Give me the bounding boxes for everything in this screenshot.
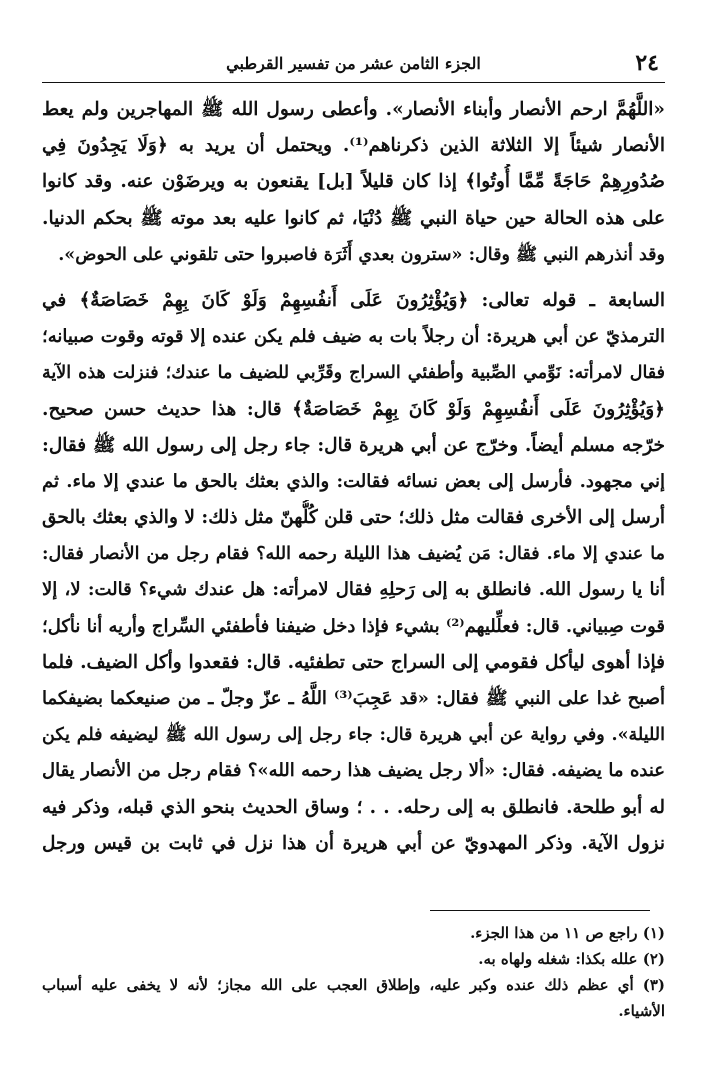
text-line: نزول الآية. وذكر المهدويّ عن أبي هريرة أن هذا نزل في ثابت بن قيس ورجل [42,832,665,854]
text-line: ﴿وَيُؤْثِرُونَ عَلَى أَنفُسِهِمْ وَلَوْ كَانَ بِهِمْ خَصَاصَةٌ﴾ قال: هذا حديث حسن صحيح. [42,398,665,420]
text-line: أصبح غدا على النبي ﷺ فقال: «قد عَجِبَ⁽³⁾ اللَّهُ ـ عزّ وجلّ ـ من صنيعكما بضيفكما [42,688,665,709]
text-line: «اللَّهُمَّ ارحم الأنصار وأبناء الأنصار». وأعطى رسول الله ﷺ المهاجرين ولم يعط [42,99,665,120]
running-title: الجزء الثامن عشر من تفسير القرطبي [226,54,481,73]
main-text [42,92,665,862]
paragraph-2 [42,283,665,862]
text-line: إني مجهود. فأرسل إلى بعض نسائه فقالت: والذي بعثك بالحق ما عندي إلا ماء. ثم [42,470,665,492]
footnote-1: (١) راجع ص ١١ من هذا الجزء. [470,924,665,942]
page-header [42,48,665,83]
text-line: وقد أنذرهم النبي ﷺ وقال: «سترون بعدي أَثَرَة فاصبروا حتى تلقوني على الحوض». [58,244,665,265]
text-line: قوت صِبياني. قال: فعلِّليهم⁽²⁾ بشيء فإذا دخل ضيفنا فأطفئي السِّراج وأريه أنا نأكل؛ [42,615,665,637]
footnotes [42,920,665,1024]
text-line: السابعة ـ قوله تعالى: ﴿وَيُؤْثِرُونَ عَلَى أَنفُسِهِمْ وَلَوْ كَانَ بِهِمْ خَصَاصَةٌ﴾ في [42,289,665,311]
text-line: على هذه الحالة حين حياة النبي ﷺ دُنْيَا، ثم كانوا عليه بعد موته ﷺ بحكم الدنيا. [42,207,665,229]
footnote-2: (٢) علله بكذا: شغله ولهاه به. [478,950,665,968]
footnote-divider [430,910,650,911]
text-line: صُدُورِهِمْ حَاجَةً مِّمَّا أُوتُوا﴾ إذا كان قليلاً [بل] يقنعون به ويرضَوْن عنه. وقد كانوا [42,171,665,193]
footnote-3-continued: الأشياء. [618,1002,665,1020]
text-line: الليلة». وفي رواية عن أبي هريرة قال: جاء رجل إلى رسول الله ﷺ ليضيفه فلم يكن [42,725,665,746]
text-line: خرّجه مسلم أيضاً. وخرّج عن أبي هريرة قال: جاء رجل إلى رسول الله ﷺ فقال: [42,434,665,456]
text-line: فإذا أهوى ليأكل فقومي إلى السراج حتى تطفئيه. قال: فقعدوا وأكل الضيف. فلما [42,651,665,673]
text-line: فقال لامرأته: نَوِّمي الصِّبية وأطفئي السراج وقَرِّبي للضيف ما عندك؛ فنزلت هذه الآية [42,363,665,384]
text-line: أنا يا رسول الله. فانطلق به إلى رَحلِهِ فقال لامرأته: هل عندك شيء؟ قالت: لا، إلا [42,579,665,601]
text-line: ما عندي إلا ماء. فقال: مَن يُضيف هذا الليلة رحمه الله؟ فقام رجل من الأنصار فقال: [42,544,665,565]
text-line: الأنصار شيئاً إلا الثلاثة الذين ذكرناهم⁽¹⁾. ويحتمل أن يريد به ﴿وَلَا يَجِدُونَ فِي [42,135,665,157]
paragraph-1 [42,92,665,273]
text-line: له أبو طلحة. فانطلق به إلى رحله. . . ؛ وساق الحديث بنحو الذي قبله، وذكر فيه [42,796,665,818]
text-line: الترمذيّ عن أبي هريرة: أن رجلاً بات به ضيف فلم يكن عنده إلا قوته وقوت صبيانه؛ [42,326,665,348]
footnote-3: (٣) أي عظم ذلك عنده وكبر عليه، وإطلاق العجب على الله مجاز؛ لأنه لا يخفى عليه أسباب [42,976,665,994]
text-line: أرسل إلى الأخرى فقالت مثل ذلك؛ حتى قلن كُلُّهنّ مثل ذلك: لا والذي بعثك بالحق [42,507,665,529]
text-line: عنده ما يضيفه. فقال: «ألا رجل يضيف هذا رحمه الله»؟ فقام رجل من الأنصار يقال [42,760,665,782]
page-number: ٢٤ [635,50,659,76]
